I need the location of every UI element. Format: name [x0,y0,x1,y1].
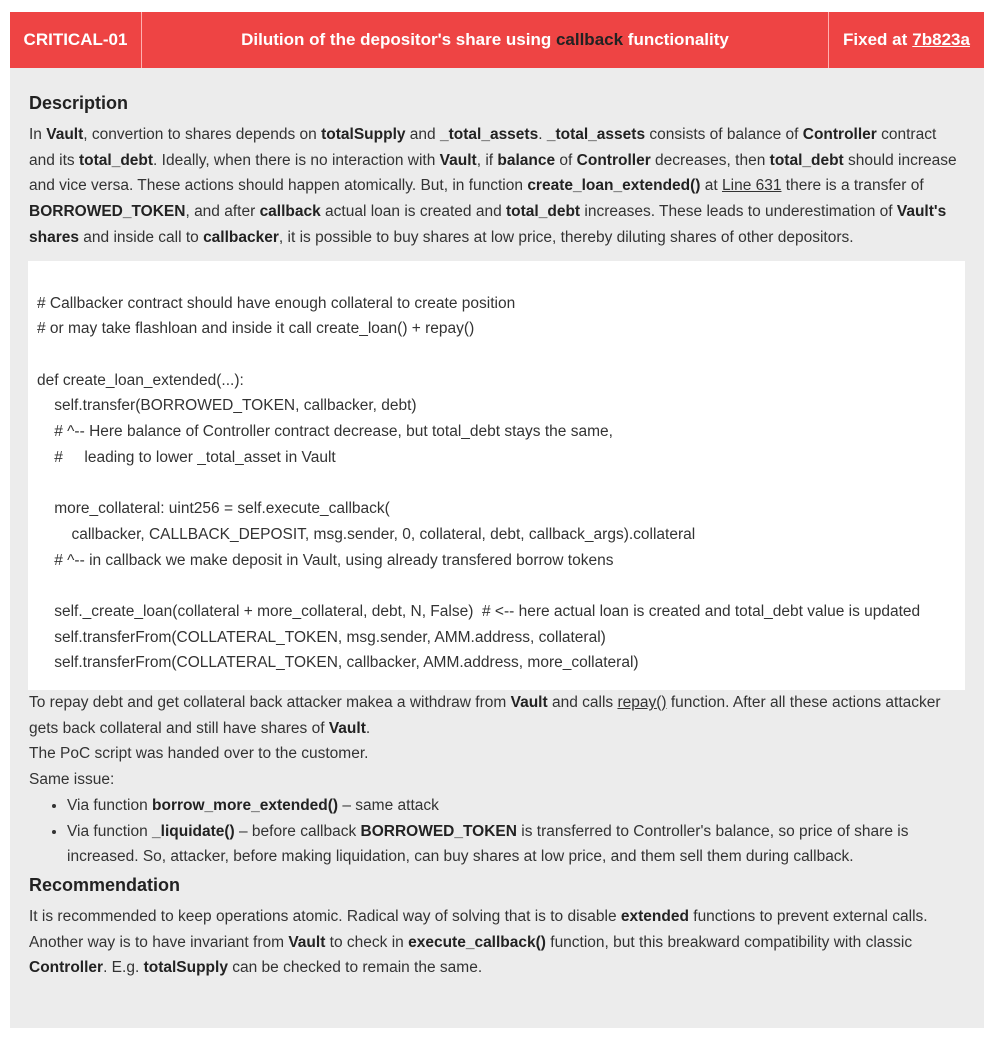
fixed-label: Fixed at [843,30,908,49]
repay-link[interactable]: repay() [617,694,667,712]
line-631-link[interactable]: Line 631 [722,177,782,195]
recommendation-heading: Recommendation [29,874,181,895]
same-issue-list [29,793,965,870]
finding-body [10,68,984,1028]
title-suffix: functionality [623,30,729,49]
finding-header [10,12,984,68]
same-issue-label: Same issue: [29,771,115,789]
code-block: # Callbacker contract should have enough collateral to create position # or may take flashloan and inside it call create_loan() + repay() def create_loan_extended(...): self.transfer(BORROWED_TOKEN, callbacker, debt) # ^-- Here balance of Controller contract decrease, but total_debt stays the same, # leading to lower _total_asset in Vault more_collateral: uint256 = self.execute_callback( callbacker, CALLBACK_DEPOSIT, msg.sender, 0, collateral, debt, callback_args).collateral # ^-- in callback we make deposit in Vault, using already transfered borrow tokens self._create_loan(collateral + more_collateral, debt, N, False) # <-- here actual loan is created and total_debt value is updated self.transferFrom(COLLATERAL_TOKEN, msg.sender, AMM.address, collateral) self.transferFrom(COLLATERAL_TOKEN, callbacker, AMM.address, more_collateral) [28,261,965,691]
list-item: • Via function _liquidate() – before callback BORROWED_TOKEN is transferred to Controller's balance, so price of share is increased. So, attacker, before making liquidation, can buy shares at low price, and them sell them during callback. [67,819,965,870]
title-highlight: callback [555,30,624,49]
finding-title [142,12,829,68]
description-heading: Description [29,93,129,113]
poc-note: The PoC script was handed over to the customer. [29,745,369,763]
severity-id: CRITICAL-01 [10,12,142,68]
title-prefix: Dilution of the depositor's share using [241,30,556,49]
recommendation-paragraph: It is recommended to keep operations atomic. Radical way of solving that is to disable extended functions to prevent external calls. Another way is to have invariant from Vault to check in execute_callback() function, but this breakward compatibility with classic Controller. E.g. totalSupply can be checked to remain the same. [29,907,928,977]
repay-paragraph: To repay debt and get collateral back attacker makea a withdraw from Vault and calls repay() function. After all these actions attacker gets back collateral and still have shares of Vault. [29,694,941,737]
description-paragraph: In Vault, convertion to shares depends on totalSupply and _total_assets. _total_assets consists of balance of Controller contract and its total_debt. Ideally, when there is no interaction with Vault, if balance of Controller decreases, then total_debt should increase and vice versa. These actions should happen atomically. But, in function create_loan_extended() at Line 631 there is a transfer of BORROWED_TOKEN, and after callback actual loan is created and total_debt increases. These leads to underestimation of Vault's shares and inside call to callbacker, it is possible to buy shares at low price, thereby diluting shares of other depositors. [29,126,957,246]
finding-card [10,12,984,1028]
fix-status [829,12,984,68]
list-item: • Via function borrow_more_extended() – same attack [67,793,965,819]
commit-link[interactable]: 7b823a [912,30,970,49]
